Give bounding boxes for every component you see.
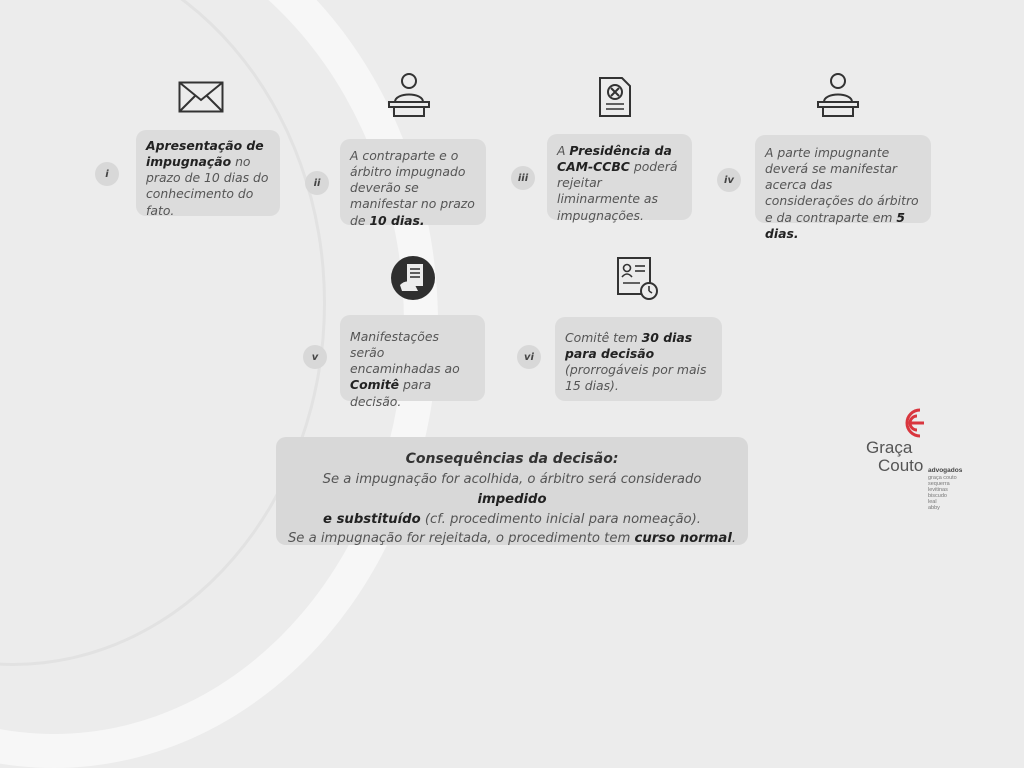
step-text: no prazo de 10 dias do conhecimento do fato. [146,154,269,218]
step-text: (prorrogáveis por mais 15 dias). [565,362,707,394]
step-text: para decisão. [350,377,432,409]
step-text: poderá rejeitar liminarmente as impugnações. [557,159,678,223]
background-arc-inner [0,0,326,666]
step-text-bold: Comitê [350,377,400,393]
person-at-podium-icon [815,72,861,118]
hand-document-icon [390,255,436,301]
step-text: Comitê tem [565,330,642,345]
step-number-badge: i [95,162,119,186]
consequences-title: Consequências da decisão: [405,451,619,467]
step-card-2 [340,139,486,228]
consequences-bold: impedido [477,491,547,507]
resume-timer-icon [616,256,660,302]
step-text: A [557,143,570,158]
logo-mark-icon [896,404,926,442]
logo-partner-name: graça couto [928,475,957,481]
step-number-badge: ii [305,171,329,195]
step-text: A contraparte e o árbitro impugnado deverão se manifestar no prazo de [350,148,475,228]
step-text-bold: 10 dias. [369,212,425,228]
logo-partner-name: abby [928,505,940,511]
logo-partner-name: leal [928,499,937,505]
consequences-line-1: Se a impugnação for acolhida, o árbitro será considerado impedido [322,472,702,507]
step-text: A parte impugnante deverá se manifestar acerca das considerações do árbitro e da contraparte em [765,145,919,225]
consequences-bold: e substituído [323,511,421,527]
logo-partner-name: levitinas [928,487,948,493]
logo-name-line2: Couto [878,456,924,475]
step-text-bold: 30 dias para decisão [565,330,693,362]
step-text-bold: 5 dias. [765,209,905,241]
step-card-1 [136,130,280,216]
consequences-line-2: e substituído (cf. procedimento inicial para nomeação). [323,511,701,527]
logo-partner-name: biscudo [928,493,947,499]
step-card-3 [547,134,692,223]
step-card-4 [755,135,931,241]
step-number-badge: vi [517,345,541,369]
step-text-bold: Presidência da CAM-CCBC [557,143,672,175]
consequences-line-3: Se a impugnação for rejeitada, o procedimento tem curso normal. [287,531,737,547]
step-number-badge: iv [717,168,741,192]
step-text-bold: Apresentação de impugnação [146,138,264,170]
consequences-bold: curso normal [634,531,732,547]
step-number-badge: iii [511,166,535,190]
logo-tagline: advogados [928,467,963,474]
step-number-badge: v [303,345,327,369]
logo-name-line1: Graça [866,438,913,457]
logo-partner-name: sequerra [928,481,950,487]
person-at-podium-icon [386,72,432,118]
step-card-6 [555,317,722,401]
envelope-icon [178,81,224,113]
rejected-document-icon [598,76,632,118]
step-card-5 [340,315,485,409]
step-text: Manifestações serão encaminhadas ao [350,329,460,377]
consequences-box [276,437,748,545]
